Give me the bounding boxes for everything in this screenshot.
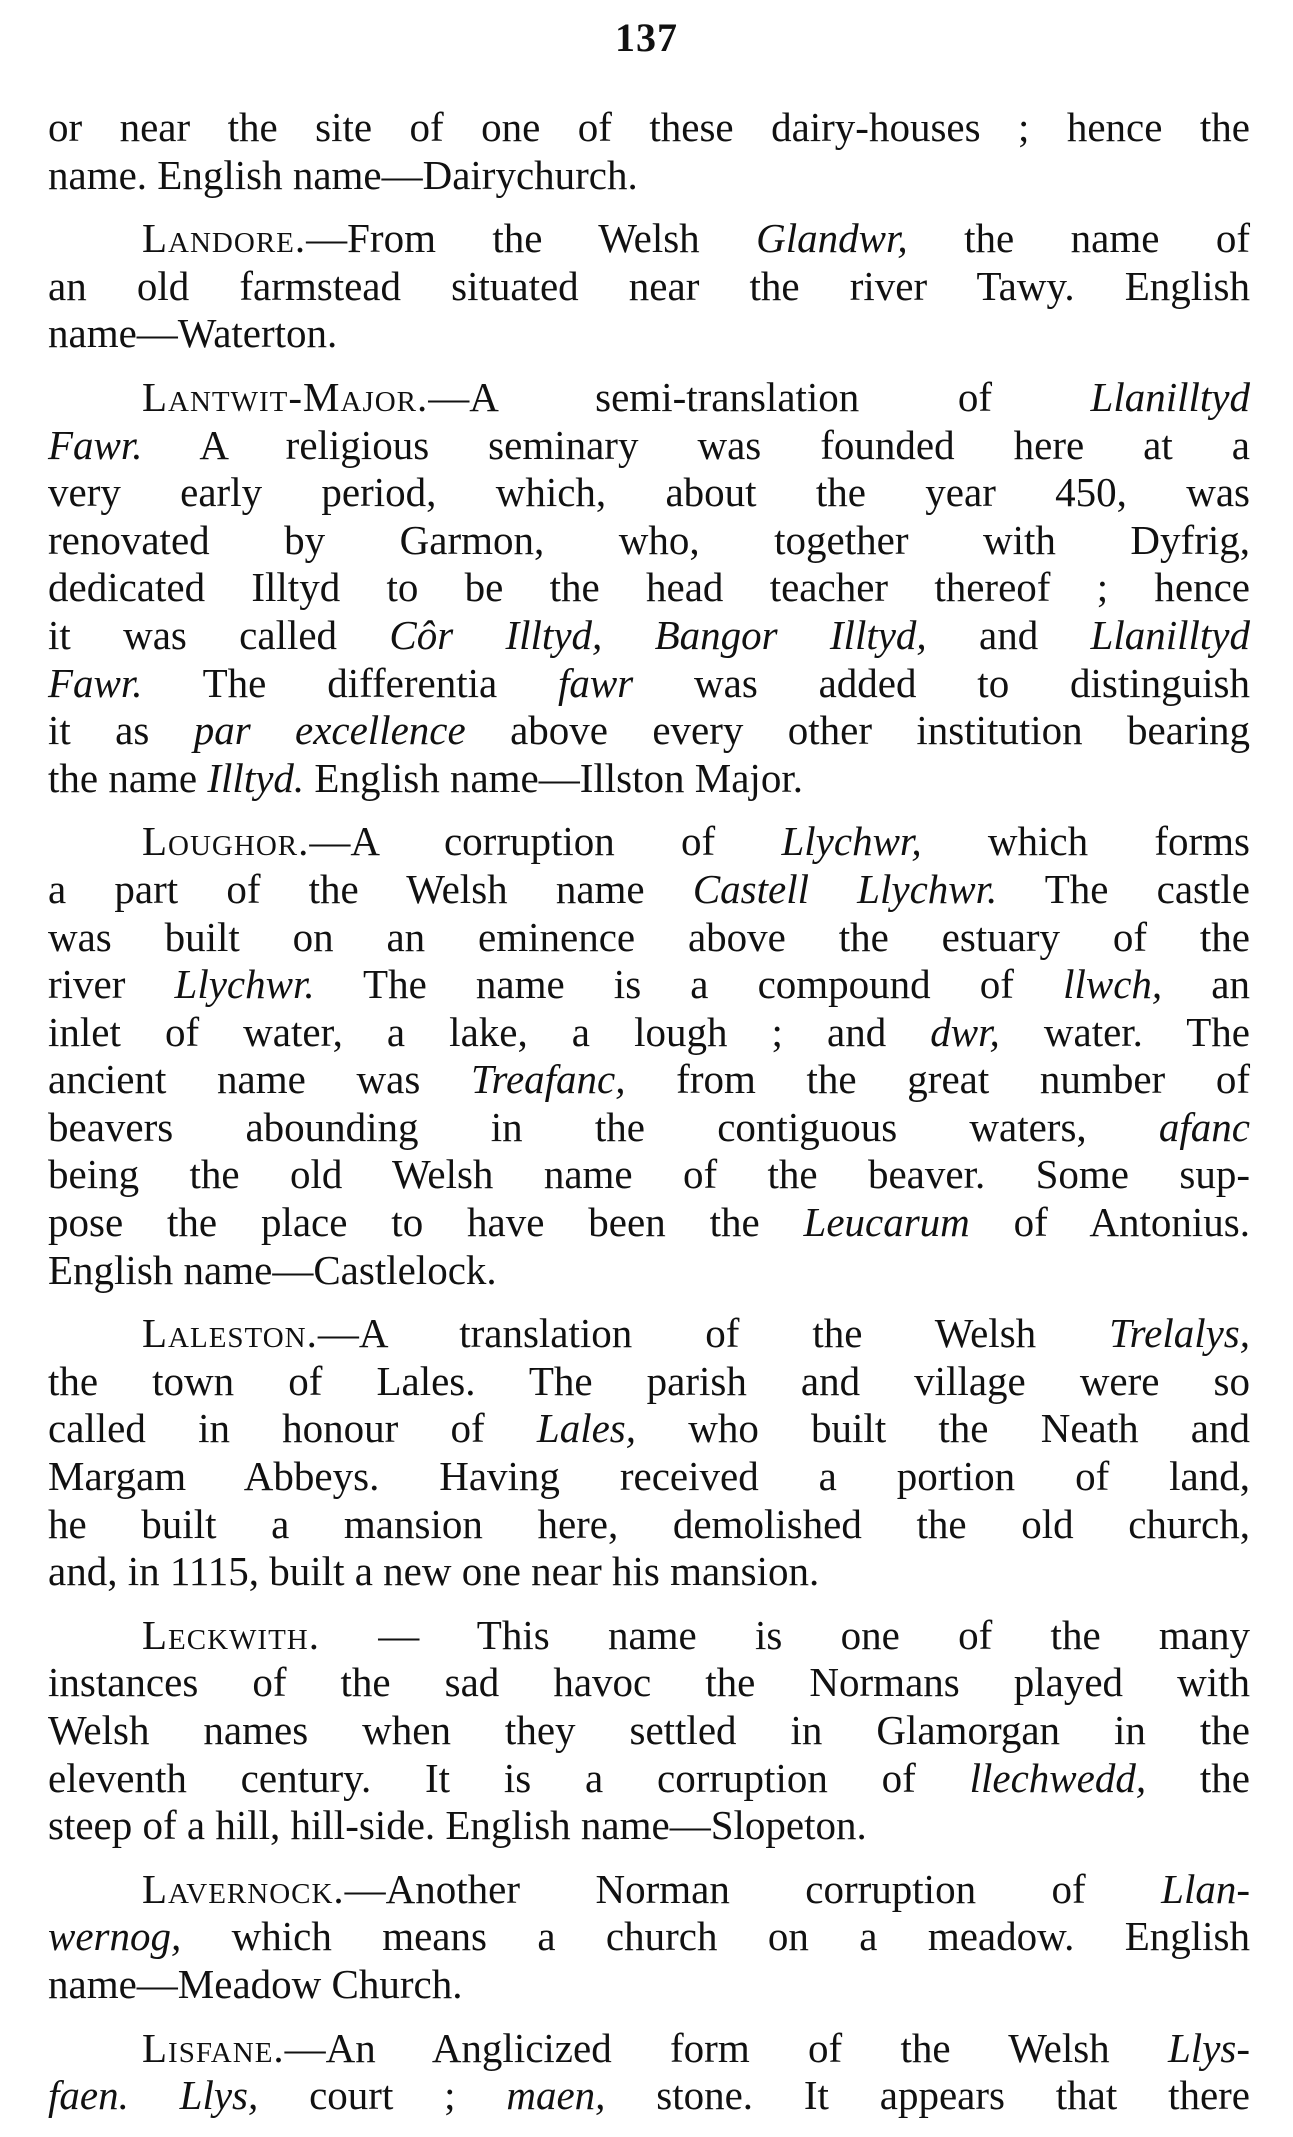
text-run: Welsh names when they settled in Glamorgan in the [48, 1707, 1250, 1753]
italic-term: Castell Llychwr. [692, 865, 998, 912]
text-line [48, 1612, 1250, 1660]
text-line [48, 1501, 1250, 1549]
text-line [48, 755, 1250, 803]
italic-term: Llan- [1161, 1865, 1250, 1912]
italic-term: fawr [558, 659, 634, 706]
text-line [48, 152, 1250, 200]
text-line [48, 517, 1250, 565]
text-run: stone. It appears that there [605, 2072, 1251, 2119]
entry-headword: Laleston. [142, 1310, 318, 1357]
text-run: —From the Welsh [306, 215, 757, 262]
text-run: The name is a compound of [314, 961, 1064, 1008]
text-run: court ; [258, 2072, 507, 2119]
italic-term: Llanilltyd [1090, 611, 1250, 658]
text-run: renovated by Garmon, who, together with Dyfrig, [48, 516, 1250, 563]
text-run: and, in 1115, built a new one near his mansion. [48, 1548, 820, 1595]
page-number: 137 [615, 15, 678, 60]
text-run: eleventh century. It is a corruption of [48, 1754, 970, 1801]
text-run: was added to distinguish [633, 659, 1250, 706]
italic-term: maen, [506, 2072, 606, 2119]
text-line [48, 914, 1250, 962]
text-run: an old farmstead situated near the river Tawy. English [48, 262, 1250, 309]
text-line [48, 2025, 1250, 2073]
text-run: river [48, 961, 175, 1008]
text-run: and [926, 611, 1091, 658]
entry-headword: Lavernock. [142, 1865, 345, 1912]
text-run: —A translation of the Welsh [317, 1310, 1110, 1357]
text-run: called in honour of [48, 1405, 537, 1452]
text-run: —A corruption of [309, 818, 782, 865]
text-line [48, 2072, 1250, 2120]
text-run: pose the place to have been the [48, 1199, 804, 1246]
text-run: —A semi-translation of [428, 373, 1091, 420]
text-run: The castle [997, 865, 1250, 912]
text-line [48, 564, 1250, 612]
paragraph [48, 374, 1250, 802]
text-run: which forms [921, 818, 1250, 865]
text-line [48, 1866, 1250, 1914]
text-run: the town of Lales. The parish and village were so [48, 1357, 1250, 1404]
text-run: a part of the Welsh name [48, 865, 693, 912]
text-line [48, 1358, 1250, 1406]
text-run: it was called [48, 611, 390, 658]
text-line [48, 104, 1250, 152]
text-line [48, 1548, 1250, 1596]
italic-term: par excellence [193, 707, 466, 754]
text-run: ancient name was [48, 1056, 471, 1103]
text-line [48, 1707, 1250, 1755]
text-run: an [1162, 961, 1250, 1008]
paragraph [48, 1866, 1250, 2009]
italic-term: Trelalys, [1109, 1310, 1250, 1357]
text-run: —Another Norman corruption of [344, 1865, 1162, 1912]
italic-term: dwr, [930, 1008, 1000, 1055]
text-run: English name—Castlelock. [48, 1246, 497, 1293]
paragraph [48, 1612, 1250, 1850]
italic-term: Llychwr, [781, 818, 922, 865]
text-run: dedicated Illtyd to be the head teacher thereof ; hence [48, 564, 1250, 611]
text-run: it as [48, 707, 194, 754]
italic-term: faen. Llys, [48, 2072, 259, 2119]
paragraph [48, 1310, 1250, 1596]
text-line [48, 1104, 1250, 1152]
text-run: name—Waterton. [48, 310, 338, 357]
text-run: name. English name—Dairychurch. [48, 151, 638, 198]
italic-term: Llychwr. [174, 961, 315, 1008]
text-line [48, 1913, 1250, 1961]
text-line [48, 1056, 1250, 1104]
text-line [48, 660, 1250, 708]
entry-headword: Landore. [142, 215, 307, 262]
italic-term: Fawr. [48, 421, 143, 468]
text-run: above every other institution bearing [465, 707, 1250, 754]
body-text [48, 104, 1250, 2136]
text-line [48, 422, 1250, 470]
italic-term: llwch, [1063, 961, 1163, 1008]
paragraph [48, 104, 1250, 199]
entry-headword: Lantwit-Major. [142, 373, 429, 420]
text-run: — This name is one of the many [319, 1611, 1250, 1658]
italic-term: Treafanc, [470, 1056, 626, 1103]
text-run: the name [48, 754, 208, 801]
text-run: of Antonius. [969, 1199, 1250, 1246]
italic-term: Fawr. [48, 659, 143, 706]
italic-term: llechwedd, [969, 1754, 1147, 1801]
entry-headword: Loughor. [142, 818, 310, 865]
text-line [48, 215, 1250, 263]
text-line [48, 1151, 1250, 1199]
text-line [48, 1199, 1250, 1247]
paragraph [48, 2025, 1250, 2120]
text-line [48, 1247, 1250, 1295]
text-run: the name of [907, 215, 1251, 262]
text-run: Margam Abbeys. Having received a portion of land, [48, 1453, 1250, 1500]
italic-term: Glandwr, [756, 215, 908, 262]
text-run: A religious seminary was founded here at a [142, 421, 1250, 468]
entry-headword: Leckwith. [142, 1611, 320, 1658]
text-run: the [1146, 1754, 1250, 1801]
text-line [48, 707, 1250, 755]
italic-term: Illtyd. [207, 754, 305, 801]
text-line [48, 961, 1250, 1009]
text-run: beavers abounding in the contiguous waters, [48, 1103, 1159, 1150]
italic-term: Llanilltyd [1090, 373, 1250, 420]
text-line [48, 310, 1250, 358]
text-line [48, 469, 1250, 517]
text-line [48, 612, 1250, 660]
paragraph [48, 215, 1250, 358]
text-line [48, 1659, 1250, 1707]
paragraph [48, 818, 1250, 1294]
text-line [48, 866, 1250, 914]
text-line [48, 1405, 1250, 1453]
text-run: English name—Illston Major. [304, 754, 803, 801]
text-run: he built a mansion here, demolished the old church, [48, 1500, 1250, 1547]
italic-term: Llys- [1168, 2024, 1250, 2071]
text-run: steep of a hill, hill-side. English name—Slopeton. [48, 1802, 867, 1849]
text-run: The differentia [142, 659, 558, 706]
text-line [48, 1453, 1250, 1501]
text-line [48, 1961, 1250, 2009]
text-line [48, 374, 1250, 422]
text-line [48, 1310, 1250, 1358]
text-line [48, 818, 1250, 866]
text-run: which means a church on a meadow. English [181, 1913, 1250, 1960]
italic-term: Côr Illtyd, Bangor Illtyd, [389, 611, 927, 658]
text-run: who built the Neath and [636, 1405, 1251, 1452]
entry-headword: Lisfane. [142, 2024, 285, 2071]
text-run: was built on an eminence above the estuary of the [48, 913, 1250, 960]
italic-term: wernog, [48, 1913, 182, 1960]
text-line [48, 1755, 1250, 1803]
text-run: name—Meadow Church. [48, 1960, 463, 2007]
text-run: water. The [999, 1008, 1251, 1055]
italic-term: afanc [1158, 1103, 1250, 1150]
text-line [48, 263, 1250, 311]
text-run: inlet of water, a lake, a lough ; and [48, 1008, 931, 1055]
text-run: instances of the sad havoc the Normans played with [48, 1659, 1250, 1706]
text-run: —An Anglicized form of the Welsh [284, 2024, 1168, 2071]
italic-term: Lales, [536, 1405, 637, 1452]
text-run: from the great number of [625, 1056, 1250, 1103]
text-run: very early period, which, about the year 450, was [48, 469, 1250, 516]
italic-term: Leucarum [803, 1199, 970, 1246]
text-line [48, 1802, 1250, 1850]
text-run: or near the site of one of these dairy-houses ; hence the [48, 104, 1250, 150]
text-line [48, 1009, 1250, 1057]
text-run: being the old Welsh name of the beaver. Some sup- [48, 1151, 1250, 1198]
